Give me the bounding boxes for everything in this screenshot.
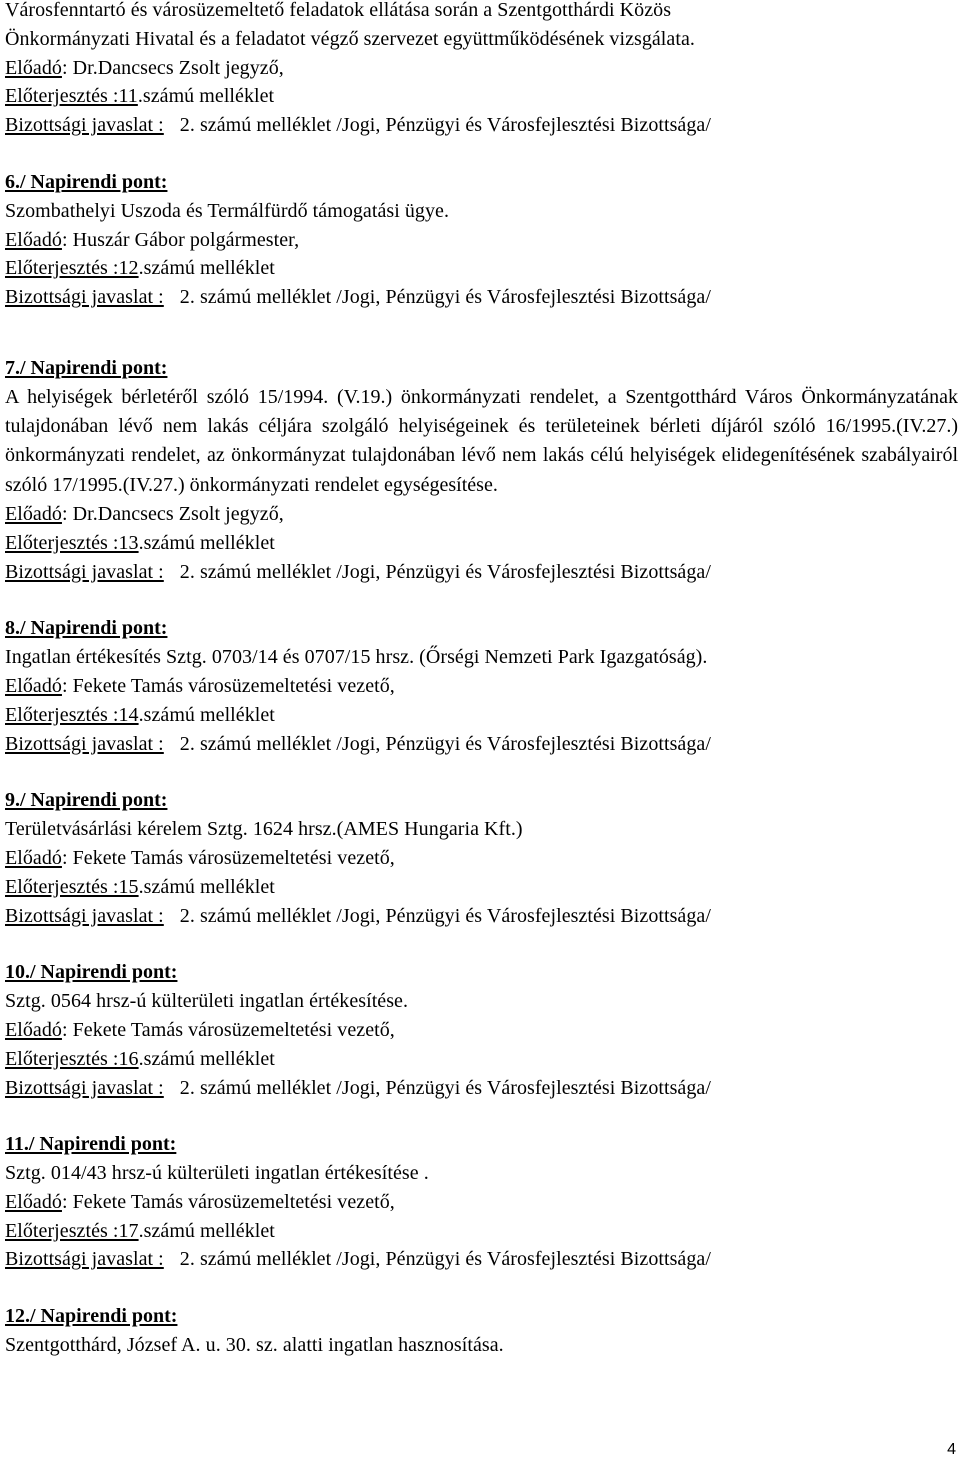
agenda-heading: 6./ Napirendi pont: (5, 170, 168, 193)
document-page (5, 0, 958, 1360)
intro-block (5, 0, 955, 140)
agenda-eloterjesztes: Előterjesztés :15.számú melléklet (5, 875, 275, 898)
agenda-eloterjesztes: Előterjesztés :16.számú melléklet (5, 1047, 275, 1070)
agenda-title: Szombathelyi Uszoda és Termálfürdő támogatási ügye. (5, 199, 449, 222)
agenda-bizottsagi: Bizottsági javaslat : 2. számú melléklet /Jogi, Pénzügyi és Városfejlesztési Bizottsága/ (5, 560, 711, 583)
page-number: 4 (947, 1441, 956, 1458)
agenda-title: Sztg. 014/43 hrsz-ú külterületi ingatlan értékesítése . (5, 1162, 429, 1185)
eloado-label: Előadó (5, 56, 62, 79)
agenda-bizottsagi: Bizottsági javaslat : 2. számú melléklet /Jogi, Pénzügyi és Városfejlesztési Bizottsága/ (5, 904, 711, 927)
agenda-item-8 (5, 614, 955, 758)
eloado-name: Dancsecs Zsolt jegyző, (97, 56, 284, 79)
agenda-eloterjesztes: Előterjesztés :13.számú melléklet (5, 531, 275, 554)
agenda-item-10 (5, 958, 955, 1102)
agenda-bizottsagi: Bizottsági javaslat : 2. számú melléklet /Jogi, Pénzügyi és Városfejlesztési Bizottsága/ (5, 286, 711, 309)
agenda-item-9 (5, 786, 955, 930)
agenda-eloado: Előadó: Huszár Gábor polgármester, (5, 228, 300, 251)
agenda-eloado: Előadó: Fekete Tamás városüzemeltetési vezető, (5, 674, 395, 697)
agenda-item-11 (5, 1130, 955, 1274)
agenda-item-6 (5, 168, 955, 312)
agenda-title: Sztg. 0564 hrsz-ú külterületi ingatlan értékesítése. (5, 990, 409, 1013)
agenda-paragraph: A helyiségek bérletéről szóló 15/1994. (V.19.) önkormányzati rendelet, a Szentgotthárd Város Önkormányzatának tulajdonában lévő nem lakás céljára szolgáló helyiségeinek és területeinek bérleti díjáról szóló 16/1995.(IV.27.) önkormányzati rendelet, az önkormányzat tulajdonában lévő nem lakás célú helyiségek elidegenítésének szabályairól szóló 17/1995.(IV.27.) önkormányzati rendelet egységesítése. (5, 385, 958, 496)
agenda-eloado: Előadó: Fekete Tamás városüzemeltetési vezető, (5, 1018, 395, 1041)
agenda-eloado: Előadó: Fekete Tamás városüzemeltetési vezető, (5, 1190, 395, 1213)
agenda-bizottsagi: Bizottsági javaslat : 2. számú melléklet /Jogi, Pénzügyi és Városfejlesztési Bizottsága/ (5, 1076, 711, 1099)
eloterjesztes-value: .számú melléklet (137, 85, 275, 108)
agenda-eloterjesztes: Előterjesztés :17.számú melléklet (5, 1219, 275, 1242)
eloado-prefix: : Dr. (61, 56, 98, 79)
agenda-heading: 11./ Napirendi pont: (5, 1133, 177, 1156)
agenda-heading: 12./ Napirendi pont: (5, 1305, 178, 1328)
intro-eloterjesztes (5, 82, 955, 111)
intro-bizottsagi (5, 111, 955, 140)
agenda-heading: 8./ Napirendi pont: (5, 617, 168, 640)
agenda-title: Területvásárlási kérelem Sztg. 1624 hrsz.(AMES Hungaria Kft.) (5, 818, 523, 841)
agenda-eloado: Előadó: Dr.Dancsecs Zsolt jegyző, (5, 502, 284, 525)
agenda-eloterjesztes: Előterjesztés :12.számú melléklet (5, 257, 275, 280)
agenda-title: Szentgotthárd, József A. u. 30. sz. alatti ingatlan hasznosítása. (5, 1334, 504, 1357)
intro-line-1: Városfenntartó és városüzemeltető feladatok ellátása során a Szentgotthárdi Közös (5, 0, 672, 21)
agenda-eloado: Előadó: Fekete Tamás városüzemeltetési vezető, (5, 846, 395, 869)
intro-line-2: Önkormányzati Hivatal és a feladatot végző szervezet együttműködésének vizsgálata. (5, 27, 695, 50)
bizottsagi-label: Bizottsági javaslat : (5, 114, 164, 137)
agenda-heading: 10./ Napirendi pont: (5, 961, 178, 984)
agenda-item-7 (5, 354, 958, 586)
intro-eloado (5, 54, 955, 83)
eloterjesztes-label: Előterjesztés :11 (5, 85, 138, 108)
agenda-eloterjesztes: Előterjesztés :14.számú melléklet (5, 703, 275, 726)
agenda-item-12 (5, 1302, 955, 1360)
agenda-heading: 7./ Napirendi pont: (5, 356, 168, 379)
agenda-title: Ingatlan értékesítés Sztg. 0703/14 és 0707/15 hrsz. (Őrségi Nemzeti Park Igazgatóság). (5, 646, 708, 669)
agenda-heading: 9./ Napirendi pont: (5, 789, 168, 812)
agenda-bizottsagi: Bizottsági javaslat : 2. számú melléklet /Jogi, Pénzügyi és Városfejlesztési Bizottsága/ (5, 732, 711, 755)
bizottsagi-value: 2. számú melléklet /Jogi, Pénzügyi és Városfejlesztési Bizottsága/ (179, 114, 711, 137)
agenda-bizottsagi: Bizottsági javaslat : 2. számú melléklet /Jogi, Pénzügyi és Városfejlesztési Bizottsága/ (5, 1248, 711, 1271)
